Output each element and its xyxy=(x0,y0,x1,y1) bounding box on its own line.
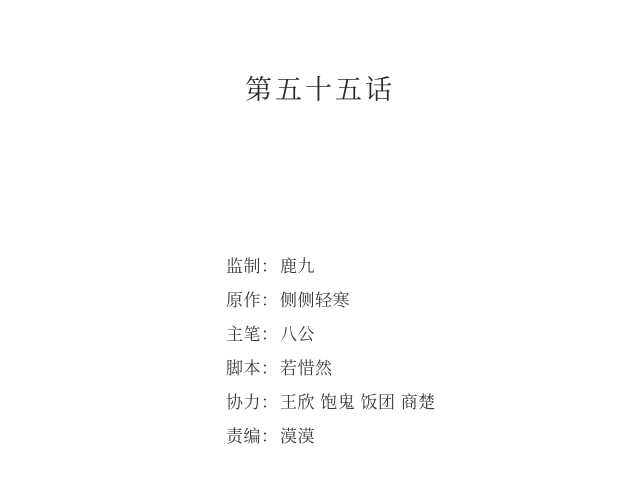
credit-row xyxy=(226,394,606,411)
credit-role: 责编 xyxy=(226,427,261,446)
credit-value: 鹿九 xyxy=(280,257,315,276)
credit-role: 脚本 xyxy=(226,359,261,378)
credit-role: 协力 xyxy=(226,393,261,412)
credit-row xyxy=(226,326,606,343)
chapter-title: 第五十五话 xyxy=(245,75,395,105)
credit-separator: ： xyxy=(261,359,278,378)
credit-row xyxy=(226,428,606,445)
credit-value: 侧侧轻寒 xyxy=(280,291,350,310)
credit-separator: ： xyxy=(261,257,278,276)
credit-separator: ： xyxy=(261,427,278,446)
credits-list xyxy=(226,258,606,462)
credit-value: 漠漠 xyxy=(280,427,315,446)
credit-separator: ： xyxy=(261,291,278,310)
credit-role: 主笔 xyxy=(226,325,261,344)
credit-role: 监制 xyxy=(226,257,261,276)
credit-separator: ： xyxy=(261,393,278,412)
credit-value: 王欣 饱鬼 饭团 商楚 xyxy=(280,393,436,412)
credit-row xyxy=(226,360,606,377)
credit-row xyxy=(226,258,606,275)
credit-value: 八公 xyxy=(280,325,315,344)
credit-value: 若惜然 xyxy=(280,359,333,378)
credit-separator: ： xyxy=(261,325,278,344)
credit-role: 原作 xyxy=(226,291,261,310)
credit-row xyxy=(226,292,606,309)
